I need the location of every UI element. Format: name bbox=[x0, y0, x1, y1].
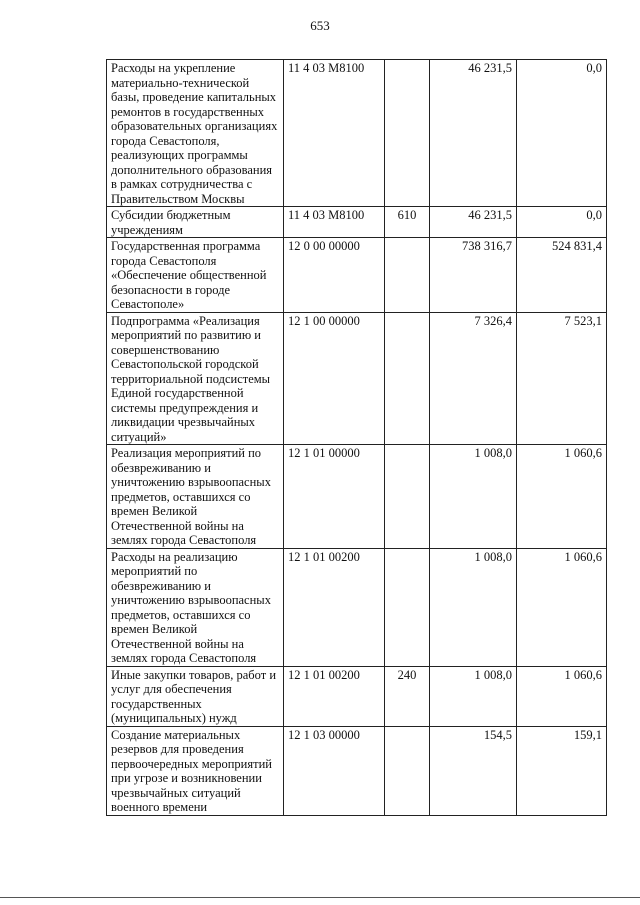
row-code: 12 1 00 00000 bbox=[284, 312, 385, 445]
row-value-2: 159,1 bbox=[517, 726, 607, 815]
row-expense-type: 240 bbox=[385, 666, 430, 726]
row-expense-type bbox=[385, 445, 430, 549]
row-name: Государственная программа города Севастополя «Обеспечение общественной безопасности в городе Севастополе» bbox=[107, 238, 284, 313]
table-row bbox=[107, 726, 607, 815]
row-name: Подпрограмма «Реализация мероприятий по развитию и совершенствованию Севастопольской городской территориальной подсистемы Единой государственной системы предупреждения и ликвидации чрезвычайных ситуаций» bbox=[107, 312, 284, 445]
row-code: 12 1 03 00000 bbox=[284, 726, 385, 815]
row-value-1: 1 008,0 bbox=[430, 548, 517, 666]
table-row bbox=[107, 207, 607, 238]
row-value-1: 46 231,5 bbox=[430, 207, 517, 238]
row-code: 12 1 01 00200 bbox=[284, 548, 385, 666]
row-value-1: 1 008,0 bbox=[430, 445, 517, 549]
row-code: 11 4 03 М8100 bbox=[284, 207, 385, 238]
table-row bbox=[107, 60, 607, 207]
table-row bbox=[107, 238, 607, 313]
row-expense-type bbox=[385, 238, 430, 313]
row-name: Реализация мероприятий по обезвреживанию и уничтожению взрывоопасных предметов, оставшихся со времен Великой Отечественной войны на землях города Севастополя bbox=[107, 445, 284, 549]
row-name: Иные закупки товаров, работ и услуг для обеспечения государственных (муниципальных) нужд bbox=[107, 666, 284, 726]
table-row bbox=[107, 445, 607, 549]
row-expense-type bbox=[385, 548, 430, 666]
table-row bbox=[107, 666, 607, 726]
row-value-2: 0,0 bbox=[517, 207, 607, 238]
row-value-2: 1 060,6 bbox=[517, 666, 607, 726]
row-value-2: 524 831,4 bbox=[517, 238, 607, 313]
row-name: Субсидии бюджетным учреждениям bbox=[107, 207, 284, 238]
row-code: 12 0 00 00000 bbox=[284, 238, 385, 313]
row-expense-type bbox=[385, 60, 430, 207]
row-value-1: 738 316,7 bbox=[430, 238, 517, 313]
row-expense-type: 610 bbox=[385, 207, 430, 238]
row-value-1: 1 008,0 bbox=[430, 666, 517, 726]
budget-table bbox=[106, 59, 607, 816]
row-code: 11 4 03 М8100 bbox=[284, 60, 385, 207]
table-row bbox=[107, 548, 607, 666]
row-name: Расходы на реализацию мероприятий по обезвреживанию и уничтожению взрывоопасных предметов, оставшихся со времен Великой Отечественной войны на землях города Севастополя bbox=[107, 548, 284, 666]
row-value-2: 1 060,6 bbox=[517, 445, 607, 549]
row-expense-type bbox=[385, 726, 430, 815]
row-value-1: 46 231,5 bbox=[430, 60, 517, 207]
page-bottom-rule bbox=[0, 897, 640, 898]
row-name: Создание материальных резервов для проведения первоочередных мероприятий при угрозе и возникновении чрезвычайных ситуаций военного времени bbox=[107, 726, 284, 815]
table-row bbox=[107, 312, 607, 445]
row-value-1: 154,5 bbox=[430, 726, 517, 815]
row-code: 12 1 01 00200 bbox=[284, 666, 385, 726]
row-value-2: 7 523,1 bbox=[517, 312, 607, 445]
row-value-1: 7 326,4 bbox=[430, 312, 517, 445]
row-expense-type bbox=[385, 312, 430, 445]
row-name: Расходы на укрепление материально-технической базы, проведение капитальных ремонтов в государственных образовательных организациях города Севастополя, реализующих программы дополнительного образования в рамках сотрудничества с Правительством Москвы bbox=[107, 60, 284, 207]
page-number: 653 bbox=[310, 18, 330, 33]
row-value-2: 1 060,6 bbox=[517, 548, 607, 666]
row-value-2: 0,0 bbox=[517, 60, 607, 207]
row-code: 12 1 01 00000 bbox=[284, 445, 385, 549]
